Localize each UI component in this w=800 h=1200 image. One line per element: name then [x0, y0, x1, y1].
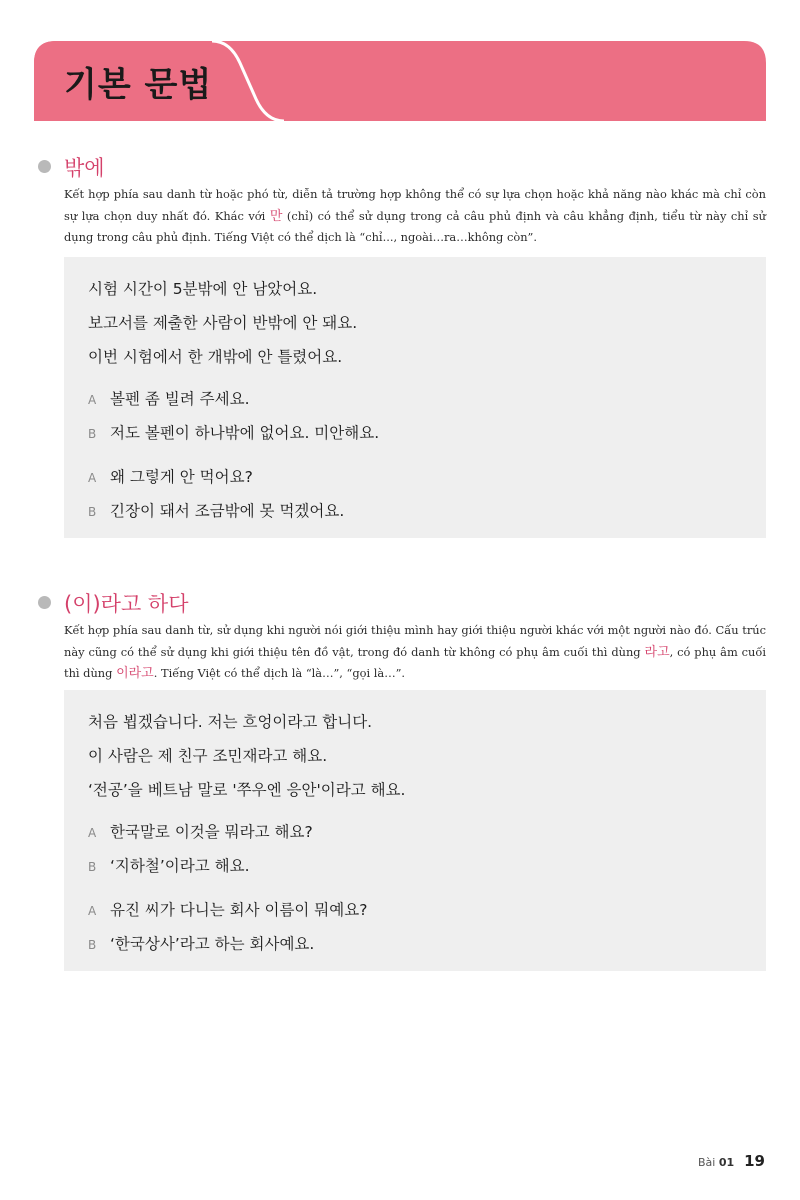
dialogue-line [88, 387, 250, 409]
section-description [64, 620, 766, 685]
dialogue-text: ‘지하철’이라고 해요. [110, 857, 250, 875]
section-description [64, 184, 766, 249]
dialogue-line [88, 898, 367, 920]
speaker-label: A [88, 393, 97, 407]
dialogue-text: 저도 볼펜이 하나밖에 없어요. 미안해요. [110, 424, 380, 442]
dialogue-text: 볼펜 좀 빌려 주세요. [110, 390, 250, 408]
desc-text: , có phụ âm cuối thì dùng [64, 644, 766, 680]
dialogue-line [88, 820, 313, 842]
example-sentence: ‘전공’을 베트남 말로 '쭈우엔 응안'이라고 해요. [88, 781, 406, 799]
keyword-highlight: 이라고 [116, 666, 154, 681]
desc-text: Kết hợp phía sau danh từ, sử dụng khi người nói giới thiệu mình hay giới thiệu người khác với một người nào đó. Cấu trúc này cũng có thể sử dụng khi giới thiệu tên đồ vật, trong đó danh từ không có phụ âm cuối thì dùng [64, 623, 766, 659]
lesson-indicator [698, 1156, 734, 1169]
dialogue-text: 긴장이 돼서 조금밖에 못 먹겠어요. [110, 502, 345, 520]
speaker-label: B [88, 860, 97, 874]
example-sentence: 이 사람은 제 친구 조민재라고 해요. [88, 747, 328, 765]
dialogue-line [88, 932, 314, 954]
speaker-label: B [88, 505, 97, 519]
dialogue-line [88, 854, 250, 876]
speaker-label: A [88, 471, 97, 485]
grammar-section-bakke [38, 152, 766, 252]
lesson-number: 01 [718, 1156, 735, 1169]
lesson-label: Bài [697, 1156, 716, 1169]
bullet-icon [38, 596, 51, 609]
page-footer [698, 1151, 765, 1170]
dialogue-text: 유진 씨가 다니는 회사 이름이 뭐예요? [110, 901, 368, 919]
keyword-highlight: 만 [269, 208, 283, 224]
dialogue-text: ‘한국상사’라고 하는 회사예요. [110, 935, 315, 953]
example-box [64, 690, 766, 971]
example-sentence: 시험 시간이 5분밖에 안 남았어요. [88, 280, 318, 298]
example-box [64, 257, 766, 538]
example-sentence: 보고서를 제출한 사람이 반밖에 안 돼요. [88, 314, 358, 332]
dialogue-line [88, 465, 253, 487]
keyword-highlight: 라고 [644, 644, 670, 660]
desc-text: . Tiếng Việt có thể dịch là “là…”, “gọi là…”. [153, 666, 406, 680]
section-banner [34, 41, 766, 121]
grammar-section-irago-hada [38, 588, 766, 688]
dialogue-line [88, 499, 344, 521]
dialogue-line [88, 421, 379, 443]
banner-title: 기본 문법 [64, 65, 213, 105]
dialogue-text: 한국말로 이것을 뭐라고 해요? [110, 823, 313, 841]
desc-text: Kết hợp phía sau danh từ hoặc phó từ, diễn tả trường hợp không thể có sự lựa chọn hoặc khả năng nào khác mà chỉ còn sự lựa chọn duy nhất đó. Khác với [64, 187, 766, 223]
section-title: 밖에 [64, 156, 105, 180]
speaker-label: A [88, 904, 97, 918]
speaker-label: B [88, 427, 97, 441]
speaker-label: A [88, 826, 97, 840]
dialogue-text: 왜 그렇게 안 먹어요? [110, 468, 253, 486]
example-sentence: 처음 뵙겠습니다. 저는 흐엉이라고 합니다. [88, 713, 373, 731]
page-number: 19 [744, 1152, 765, 1170]
speaker-label: B [88, 938, 97, 952]
desc-text: (chỉ) có thể sử dụng trong cả câu phủ định và câu khẳng định, tiểu từ này chỉ sử dụng trong câu phủ định. Tiếng Việt có thể dịch là “chỉ..., ngoài…ra…không còn”. [64, 208, 766, 244]
example-sentence: 이번 시험에서 한 개밖에 안 틀렸어요. [88, 348, 343, 366]
bullet-icon [38, 160, 51, 173]
section-title: (이)라고 하다 [64, 592, 189, 616]
